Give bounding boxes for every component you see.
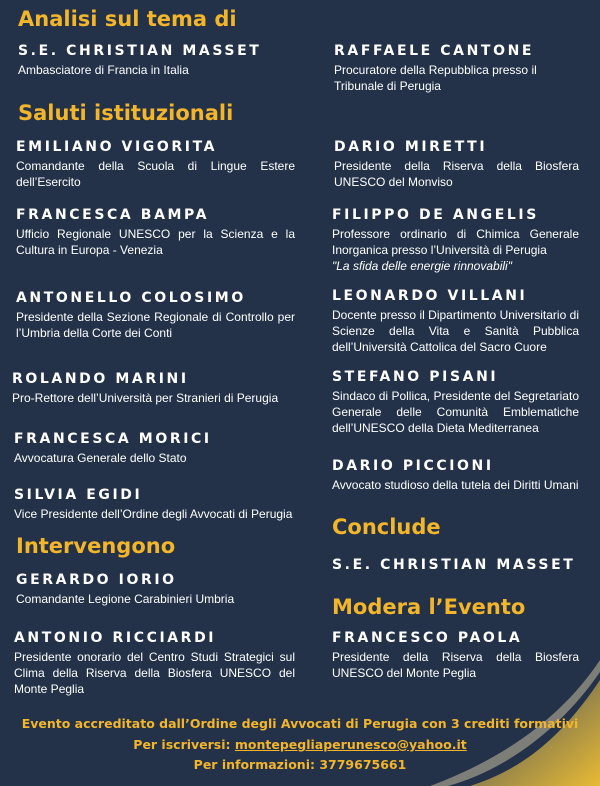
talk-title: "La sfida delle energie rinnovabili" xyxy=(332,259,512,273)
speaker-name: SILVIA EGIDI xyxy=(14,487,143,503)
speaker-role: Procuratore della Repubblica presso il Tribunale di Perugia xyxy=(334,63,537,93)
speaker-role: Pro-Rettore dell’Università per Stranieri di Perugia xyxy=(12,391,279,405)
speaker-name: ANTONIO RICCIARDI xyxy=(14,630,217,646)
speaker-role: Avvocatura Generale dello Stato xyxy=(14,451,187,465)
speaker-role: Presidente onorario del Centro Studi Strategici sul Clima della Riserva della Biosfera UNESCO del Monte Peglia xyxy=(14,650,295,696)
speaker-name: DARIO PICCIONI xyxy=(332,458,494,474)
speaker-role: Avvocato studioso della tutela dei Diritti Umani xyxy=(332,478,579,492)
footer-info: Per informazioni: 3779675661 xyxy=(193,757,407,772)
speaker-name: RAFFAELE CANTONE xyxy=(334,43,535,59)
speaker-cantone xyxy=(334,43,584,94)
signup-email-link[interactable]: montepegliaperunesco@yahoo.it xyxy=(234,737,467,752)
speaker-name: ROLANDO MARINI xyxy=(12,371,189,387)
speaker-name: S.E. CHRISTIAN MASSET xyxy=(332,557,576,573)
speaker-role: Comandante Legione Carabinieri Umbria xyxy=(16,592,235,606)
speaker-name: FRANCESCA MORICI xyxy=(14,431,212,447)
speaker-role: Presidente della Sezione Regionale di Controllo per l’Umbria della Corte dei Conti xyxy=(16,310,295,340)
footer-signup xyxy=(0,737,600,752)
speaker-bampa xyxy=(16,207,295,258)
speaker-colosimo xyxy=(16,290,295,341)
speaker-role: Presidente della Riserva della Biosfera UNESCO del Monviso xyxy=(334,159,579,189)
speaker-name: S.E. CHRISTIAN MASSET xyxy=(18,43,262,59)
signup-label: Per iscriversi: xyxy=(133,737,235,752)
section-heading-analisi: Analisi sul tema di xyxy=(18,7,237,31)
speaker-name: FILIPPO DE ANGELIS xyxy=(332,207,539,223)
speaker-ricciardi xyxy=(14,630,295,697)
speaker-deangelis xyxy=(332,207,579,274)
speaker-name: ANTONELLO COLOSIMO xyxy=(16,290,246,306)
speaker-paola xyxy=(332,630,579,681)
speaker-morici xyxy=(14,431,295,466)
speaker-role: Comandante della Scuola di Lingue Estere dell’Esercito xyxy=(16,159,295,189)
speaker-pisani xyxy=(332,369,579,436)
section-heading-modera: Modera l’Evento xyxy=(332,595,526,619)
speaker-vigorita xyxy=(16,139,295,190)
footer-accredited: Evento accreditato dall’Ordine degli Avvocati di Perugia con 3 crediti formativi xyxy=(21,716,579,731)
speaker-role: Ambasciatore di Francia in Italia xyxy=(18,63,189,77)
speaker-role: Docente presso il Dipartimento Universitario di Scienze della Vita e Sanità Pubblica dell’Università Cattolica del Sacro Cuore xyxy=(332,308,579,354)
speaker-marini xyxy=(12,371,295,406)
speaker-villani xyxy=(332,288,579,355)
section-heading-intervengono: Intervengono xyxy=(16,534,176,558)
speaker-name: STEFANO PISANI xyxy=(332,369,499,385)
speaker-role: Vice Presidente dell’Ordine degli Avvocati di Perugia xyxy=(14,507,293,521)
speaker-name: FRANCESCO PAOLA xyxy=(332,630,523,646)
speaker-masset xyxy=(18,43,298,78)
speaker-name: LEONARDO VILLANI xyxy=(332,288,528,304)
speaker-name: GERARDO IORIO xyxy=(16,572,177,588)
speaker-name: FRANCESCA BAMPA xyxy=(16,207,210,223)
speaker-role: Sindaco di Pollica, Presidente del Segretariato Generale delle Comunità Emblematiche dell’UNESCO della Dieta Mediterranea xyxy=(332,389,579,435)
speaker-role: Ufficio Regionale UNESCO per la Scienza e la Cultura in Europa - Venezia xyxy=(16,227,295,257)
speaker-miretti xyxy=(334,139,579,190)
speaker-role: Professore ordinario di Chimica Generale Inorganica presso l’Università di Perugia xyxy=(332,227,579,257)
speaker-egidi xyxy=(14,487,304,522)
section-heading-saluti: Saluti istituzionali xyxy=(18,101,234,125)
speaker-conclude xyxy=(332,557,592,573)
speaker-piccioni xyxy=(332,458,588,493)
speaker-role: Presidente della Riserva della Biosfera UNESCO del Monte Peglia xyxy=(332,650,579,680)
speaker-name: DARIO MIRETTI xyxy=(334,139,488,155)
section-heading-conclude: Conclude xyxy=(332,515,441,539)
speaker-iorio xyxy=(16,572,295,607)
speaker-name: EMILIANO VIGORITA xyxy=(16,139,218,155)
